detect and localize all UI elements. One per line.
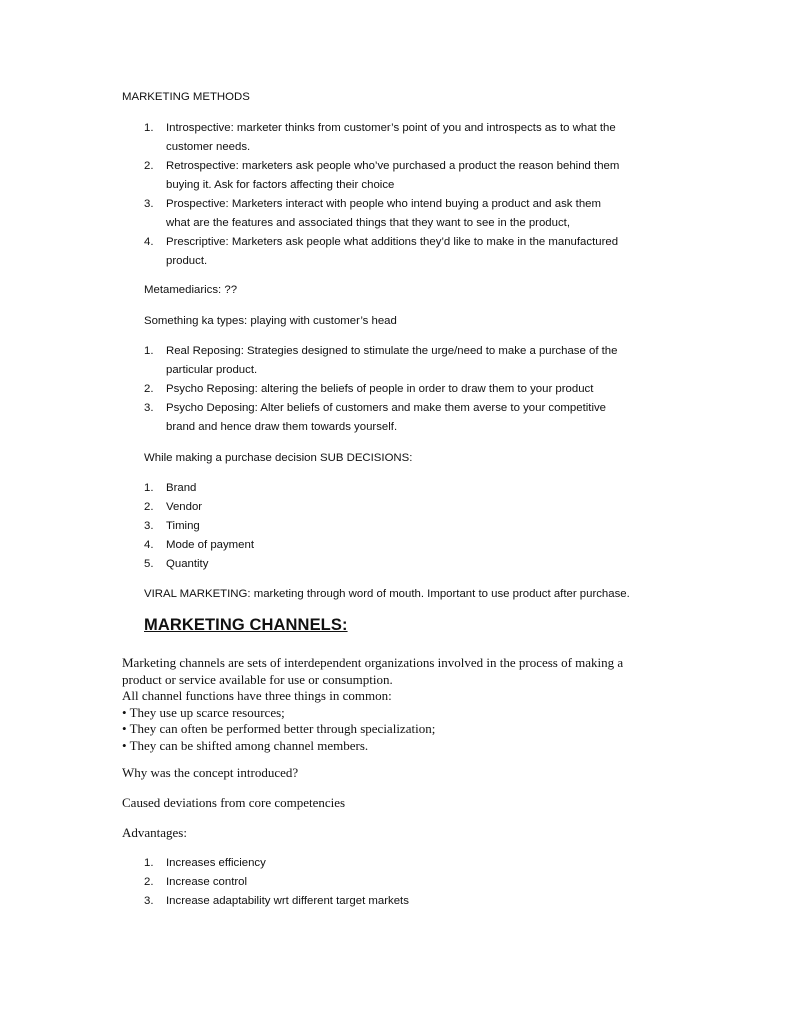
list-number: 5. (144, 558, 154, 570)
list-number: 4. (144, 539, 154, 551)
list-item (122, 233, 682, 271)
list-text: Timing (166, 520, 200, 532)
list-number: 4. (144, 236, 154, 248)
list-item (122, 399, 682, 437)
list-number: 2. (144, 876, 154, 888)
list-text: Vendor (166, 501, 203, 513)
why-answer: Caused deviations from core competencies (122, 795, 346, 810)
bullet-item: • They can often be performed better through specialization; (122, 721, 436, 736)
list-item (122, 873, 682, 892)
viral-marketing-line: VIRAL MARKETING: marketing through word of mouth. Important to use product after purchase. (144, 588, 630, 600)
list-item (122, 119, 682, 157)
list-item (122, 195, 682, 233)
list-text-line: Psycho Deposing: Alter beliefs of customers and make them averse to your competitive (166, 402, 607, 414)
list-text-line: buying it. Ask for factors affecting their choice (166, 179, 395, 191)
list-text: Increases efficiency (166, 857, 266, 869)
metamediarics-line: Metamediarics: ?? (144, 284, 238, 296)
list-number: 3. (144, 402, 154, 414)
list-number: 2. (144, 501, 154, 513)
list-number: 1. (144, 345, 154, 357)
list-number: 3. (144, 198, 154, 210)
list-text-line: particular product. (166, 364, 258, 376)
list-item (122, 342, 682, 380)
list-text: Brand (166, 482, 197, 494)
list-text-line: Retrospective: marketers ask people who’ve purchased a product the reason behind them (166, 160, 620, 172)
sub-decisions-intro: While making a purchase decision SUB DECISIONS: (144, 452, 413, 464)
list-item (122, 479, 682, 498)
list-text-line: what are the features and associated things that they want to see in the product, (166, 217, 570, 229)
list-item (122, 157, 682, 195)
list-text-line: Prescriptive: Marketers ask people what additions they’d like to make in the manufactured (166, 236, 619, 248)
advantages-label: Advantages: (122, 825, 187, 840)
text-line: Marketing channels are sets of interdependent organizations involved in the process of making a (122, 655, 624, 670)
list-text-line: product. (166, 255, 208, 267)
advantages-list (122, 854, 682, 911)
list-text: Increase adaptability wrt different target markets (166, 895, 409, 907)
reposing-list (122, 342, 682, 437)
list-text-line: Prospective: Marketers interact with people who intend buying a product and ask them (166, 198, 601, 210)
list-number: 2. (144, 160, 154, 172)
marketing-methods-list (122, 119, 682, 271)
section-title-marketing-methods: MARKETING METHODS (122, 91, 250, 103)
list-number: 3. (144, 520, 154, 532)
list-text-line: Introspective: marketer thinks from customer’s point of you and introspects as to what the (166, 122, 616, 134)
text-line: All channel functions have three things in common: (122, 688, 392, 703)
sub-decisions-list (122, 479, 682, 574)
list-item (122, 536, 682, 555)
list-item (122, 517, 682, 536)
list-text-line: Psycho Reposing: altering the beliefs of people in order to draw them to your product (166, 383, 594, 395)
list-number: 1. (144, 857, 154, 869)
text-line: product or service available for use or consumption. (122, 671, 393, 687)
list-text: Increase control (166, 876, 248, 888)
list-number: 2. (144, 383, 154, 395)
list-number: 1. (144, 122, 154, 134)
list-item (122, 498, 682, 517)
something-types-line: Something ka types: playing with customer’s head (144, 315, 397, 327)
why-question: Why was the concept introduced? (122, 765, 299, 780)
list-item (122, 555, 682, 574)
list-item (122, 380, 682, 399)
section-title-marketing-channels: MARKETING CHANNELS: (144, 616, 348, 634)
list-text-line: customer needs. (166, 141, 251, 153)
bullet-item: • They can be shifted among channel members. (122, 737, 369, 753)
list-number: 3. (144, 895, 154, 907)
list-text-line: Real Reposing: Strategies designed to stimulate the urge/need to make a purchase of the (166, 345, 618, 357)
list-text-line: brand and hence draw them towards yourself. (166, 421, 398, 433)
list-text: Mode of payment (166, 539, 255, 551)
list-text: Quantity (166, 558, 209, 570)
list-item (122, 854, 682, 873)
bullet-item: • They use up scarce resources; (122, 704, 285, 720)
list-item (122, 892, 682, 911)
channels-definition (122, 655, 682, 754)
list-number: 1. (144, 482, 154, 494)
